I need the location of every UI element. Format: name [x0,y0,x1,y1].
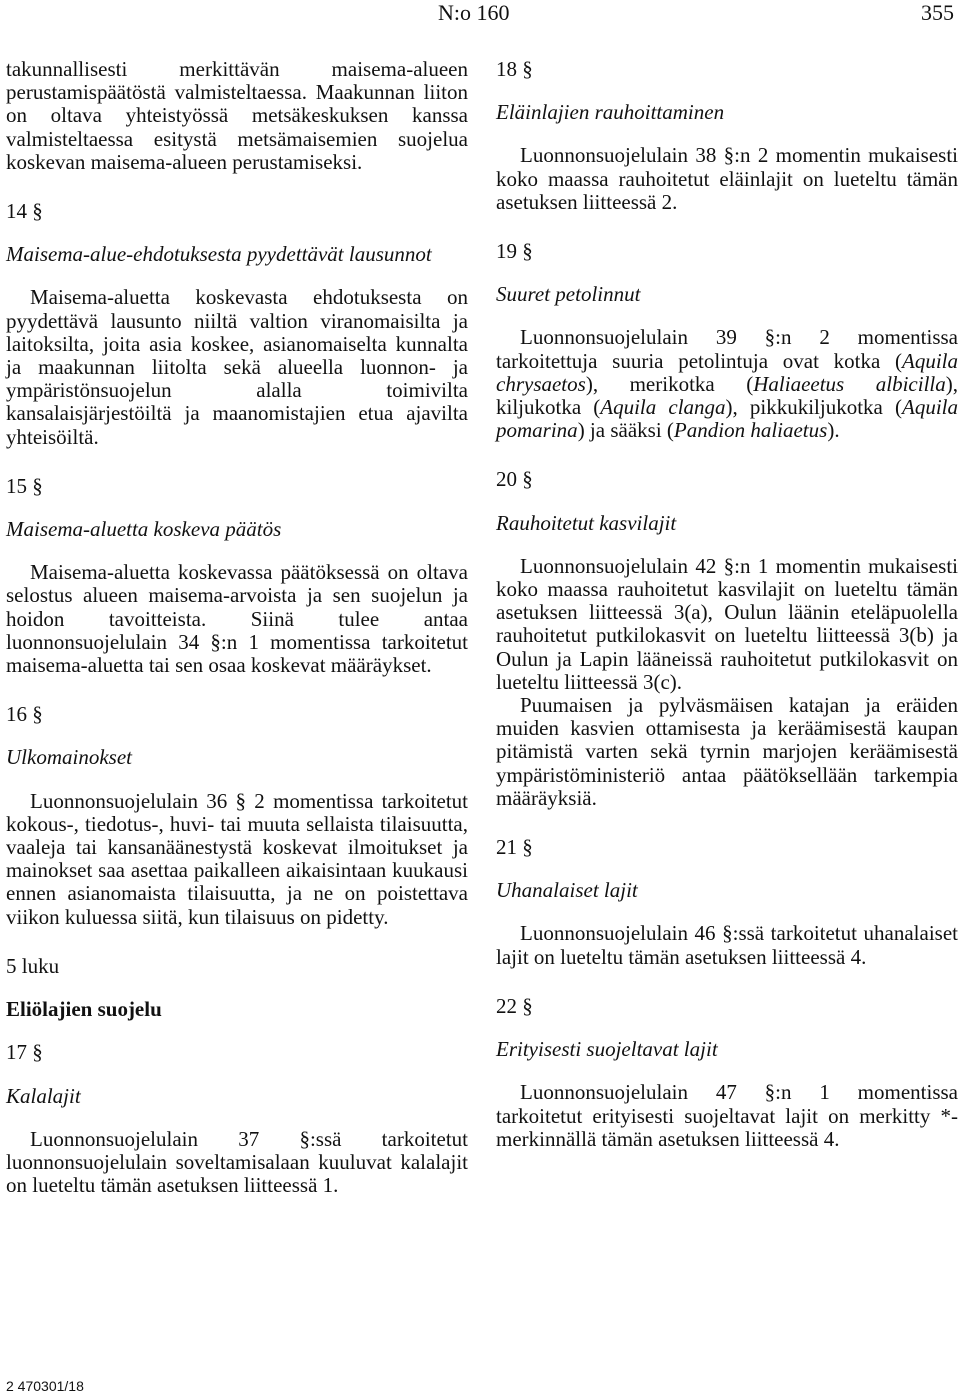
section-20-title: Rauhoitetut kasvilajit [496,510,677,535]
species-name-golden-eagle: Aquila chrysaetos [496,348,958,396]
section-19-text-part: ). [827,418,840,443]
section-21-title: Uhanalaiset lajit [496,878,638,903]
section-18-text: Luonnonsuojelulain 38 §:n 2 momentin mukaisesti koko maassa rauhoitetut eläinlajit on lueteltu tämän asetuksen liitteessä 2. [496,143,958,214]
section-19-text-part: ), pikkukiljukotka ( [725,395,902,420]
section-21-text: Luonnonsuojelulain 46 §:ssä tarkoitetut uhanalaiset lajit on lueteltu tämän asetuksen liitteessä 4. [496,921,958,969]
section-15-number: 15 § [6,473,43,498]
section-14-title: Maisema-alue-ehdotuksesta pyydettävät lausunnot [6,242,432,267]
section-19-text-part: ) ja sääksi ( [577,418,674,443]
section-19-text-part: ), merikotka ( [585,371,754,396]
page-header [0,0,960,40]
section-16-number: 16 § [6,702,43,727]
page-number: 355 [921,0,954,25]
page-footer: 2 470301/18 [6,1378,84,1394]
section-19-text-part: Luonnonsuojelulain 39 §:n 2 momentissa tarkoitettuja suuria petolintuja ovat kotka ( [496,325,958,373]
section-16-title: Ulkomainokset [6,745,132,770]
issue-number: N:o 160 [438,0,510,25]
left-column [6,58,468,1197]
right-column [496,58,958,1151]
species-name-white-tailed-eagle: Haliaeetus albicilla [753,371,946,396]
section-17-text: Luonnonsuojelulain 37 §:ssä tarkoitetut luonnonsuojelulain soveltamisalaan kuuluvat kalalajit on lueteltu tämän asetuksen liitteessä 1. [6,1126,468,1198]
species-name-lesser-spotted-eagle: Aquila pomarina [496,395,958,443]
section-14-number: 14 § [6,199,43,224]
section-22-number: 22 § [496,993,533,1018]
intro-paragraph: takunnallisesti merkittävän maisema-alueen perustamispäätöstä valmisteltaessa. Maakunnan liiton on oltava yhteistyössä metsäkeskuksen kanssa valmisteltaessa esitystä metsämaisemien suojelua koskevan maisema-alueen perustamiseksi. [6,57,468,174]
section-20-text: Luonnonsuojelulain 42 §:n 1 momentin mukaisesti koko maassa rauhoitetut kasvilajit on lueteltu tämän asetuksen liitteessä 3(a), Oulun läänin eteläpuolella rauhoitetut putkilokasvit on lueteltu liitteessä 3(b) ja Oulun ja Lapin lääneissä rauhoitetut putkilokasvit on lueteltu liitteessä 3(c). [496,553,958,694]
section-16-text: Luonnonsuojelulain 36 § 2 momentissa tarkoitetut kokous-, tiedotus-, huvi- tai muuta sellaista tilaisuutta, vaaleja tai kansanäänestystä koskevat ilmoitukset ja mainokset saa asettaa paikalleen aikaisintaan kuukausi ennen asianomaista tilaisuutta, ja ne on poistettava viikon kuluessa siitä, kun tilaisuus on pidetty. [6,788,468,929]
section-15-text: Maisema-aluetta koskevassa päätöksessä on oltava selostus alueen maisema-arvoista ja sen suojelun ja hoidon tavoitteista. Siinä tulee antaa luonnonsuojelulain 34 §:n 1 momentissa tarkoitetut maisema-aluetta tai sen osaa koskevat määräykset. [6,560,468,678]
section-19-title: Suuret petolinnut [496,282,641,307]
section-20-number: 20 § [496,467,533,492]
section-18-title: Eläinlajien rauhoittaminen [496,100,725,125]
section-19-number: 19 § [496,239,533,264]
section-18-number: 18 § [496,57,533,81]
chapter-number: 5 luku [6,953,60,978]
section-19-text [496,326,958,442]
section-15-title: Maisema-aluetta koskeva päätös [6,517,282,542]
section-21-number: 21 § [496,835,533,860]
section-17-title: Kalalajit [6,1083,81,1108]
section-19-text-part: ), kiljukotka ( [496,371,958,420]
species-name-greater-spotted-eagle: Aquila clanga [600,395,726,420]
chapter-title: Eliölajien suojelu [6,997,162,1022]
section-22-text: Luonnonsuojelulain 47 §:n 1 momentissa tarkoitetut erityisesti suojeltavat lajit on merkitty *-merkinnällä tämän asetuksen liitteessä 4. [496,1080,958,1151]
species-name-osprey: Pandion haliaetus [673,418,828,443]
section-20-text-2: Puumaisen ja pylväsmäisen katajan ja eräiden muiden kasvien ottamisesta ja keräämisestä kaupan pitämistä varten sekä tyrnin marjojen keräämisestä ympäristöministeriö antaa päätöksellään tarkempia määräyksiä. [496,693,958,810]
section-14-text: Maisema-aluetta koskevasta ehdotuksesta on pyydettävä lausunto niiltä valtion viranomaisilta ja laitoksilta, joita asia koskee, asianomaiselta kunnalta ja maakunnan liitolta sekä alueella luonnon- ja ympäristönsuojelun alalla toimivilta kansalaisjärjestöiltä ja maanomistajien etua ajavilta yhteisöiltä. [6,285,468,449]
section-17-number: 17 § [6,1040,43,1065]
section-22-title: Erityisesti suojeltavat lajit [496,1037,718,1062]
